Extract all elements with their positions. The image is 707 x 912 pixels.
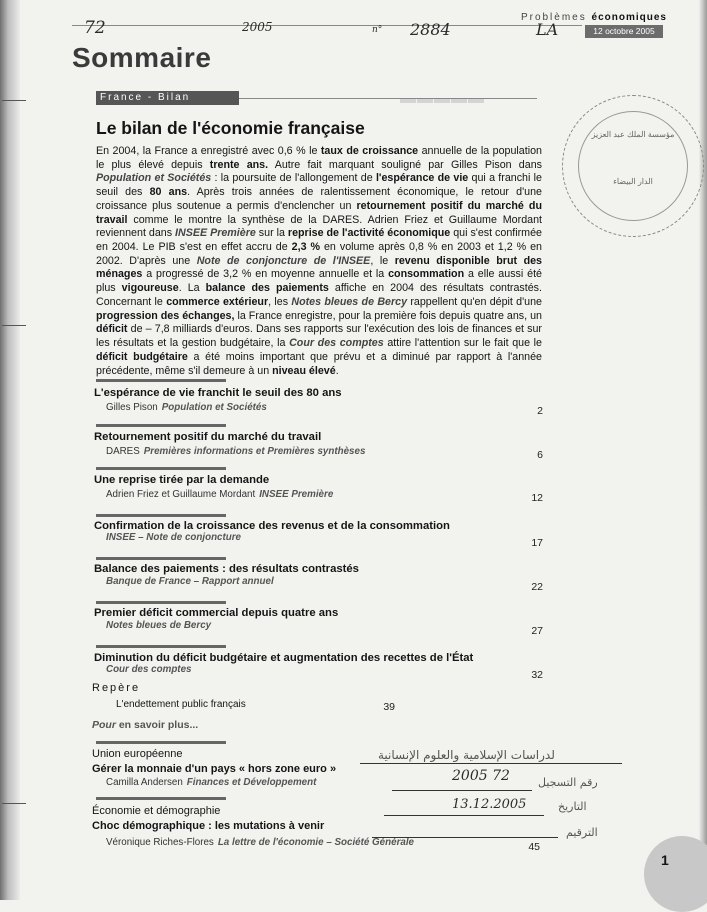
intro-text: a été moins important que prévu et a diminué par rapport à l'année précédente, même s'il demeure à un [96, 350, 543, 377]
intro-text: affiche en 2004 des résultats contrastés. Concernant le [96, 282, 543, 308]
issue-date: 12 octobre 2005 [585, 25, 663, 38]
page-number-tab [644, 836, 707, 912]
repere-label: Repère [92, 682, 141, 694]
further-source [106, 777, 316, 788]
bleed-through-text: ▬▬▬▬▬ [400, 90, 485, 107]
header-rule [72, 25, 582, 26]
section-rule [239, 98, 537, 99]
registration-date: 13.12.2005 [452, 797, 527, 812]
registration-label: رقم التسجيل [538, 776, 598, 789]
intro-emphasis: progression des échanges, [96, 309, 235, 322]
intro-publication: Note de conjoncture de l'INSEE [196, 254, 371, 267]
stamp-ring-text: مؤسسة الملك عبد العزيز [591, 130, 675, 139]
intro-emphasis: taux de croissance [320, 145, 419, 157]
article-title[interactable]: L'espérance de vie franchit le seuil des 80 ans [94, 387, 342, 399]
article-publication: Notes bleues de Bercy [106, 620, 212, 631]
intro-text: attire l'attention sur le fait que le [383, 337, 542, 350]
intro-emphasis: commerce extérieur [166, 295, 269, 308]
further-title[interactable]: Choc démographique : les mutations à venir [92, 820, 325, 832]
margin-mark [2, 100, 26, 101]
intro-text: . [335, 364, 339, 377]
page-number: 1 [661, 852, 669, 868]
article-author: Adrien Friez et Guillaume Mordant [106, 489, 256, 500]
code-label: الترقيم [566, 826, 598, 839]
intro-emphasis: 2,3 % [291, 241, 321, 254]
article-source [106, 446, 365, 457]
article-page: 2 [537, 405, 543, 417]
article-page: 12 [531, 492, 543, 504]
article-author: DARES [106, 446, 140, 457]
intro-emphasis: revenu disponible brut des ménages [96, 254, 542, 281]
handwritten-number: 72 [84, 18, 106, 38]
intro-text: : la poursuite de l'allongement de [211, 172, 376, 185]
section-heading: Le bilan de l'économie française [96, 118, 365, 138]
repere-page: 39 [383, 701, 395, 713]
stamp-underline [360, 763, 622, 764]
article-page: 17 [531, 537, 543, 549]
intro-emphasis: déficit budgétaire [96, 350, 188, 363]
page-title: Sommaire [72, 42, 212, 73]
intro-text: annuelle de la population le plus élevé depuis [96, 145, 542, 171]
intro-text: la France enregistre, pour la première fois depuis quatre ans, un [234, 309, 543, 322]
article-source [106, 532, 241, 543]
intro-emphasis: consommation [388, 268, 465, 281]
intro-text: , les [268, 295, 292, 308]
further-publication: La lettre de l'économie – Société Générale [217, 837, 414, 848]
article-author: Gilles Pison [106, 402, 158, 413]
intro-text: . La [178, 282, 206, 295]
further-title[interactable]: Gérer la monnaie d'un pays « hors zone euro » [92, 763, 337, 775]
section-label: France - Bilan [96, 91, 239, 105]
article-source [106, 402, 267, 413]
publication-prefix: Problèmes [520, 12, 587, 23]
article-source [106, 664, 191, 675]
article-page: 27 [531, 625, 543, 637]
article-publication: INSEE – Note de conjoncture [106, 532, 242, 543]
stamp-city-text: الدار البيضاء [613, 177, 653, 186]
article-publication: Premières informations et Premières synthèses [143, 446, 366, 457]
stamp-underline [384, 815, 544, 816]
intro-emphasis: balance des paiements [205, 282, 329, 295]
article-publication: Banque de France – Rapport annuel [106, 576, 274, 587]
intro-text: comme le montre la synthèse de la DARES. Adrien Friez et Guillaume Mordant reviennent dans [96, 213, 542, 240]
publication-main: économiques [591, 12, 667, 23]
separator [96, 601, 226, 604]
intro-emphasis: niveau élevé [272, 364, 336, 377]
intro-text: rappellent qu'en dépit d'une [407, 295, 543, 308]
article-title[interactable]: Diminution du déficit budgétaire et augmentation des recettes de l'État [94, 652, 474, 664]
separator [96, 797, 226, 800]
handwritten-year: 2005 [242, 20, 273, 34]
handwritten-initials: LA [536, 20, 559, 39]
further-source [106, 837, 414, 848]
intro-text: qui s'est confirmée en 2004. Le PIB s'est en effet accru de [96, 227, 542, 254]
article-publication: INSEE Première [259, 489, 334, 500]
article-page: 6 [537, 449, 543, 461]
intro-text: a progressé de 3,2 % en moyenne annuelle et la [142, 268, 389, 281]
further-author: Véronique Riches-Flores [106, 837, 214, 848]
intro-text: a elle aussi été plus [96, 268, 542, 295]
intro-emphasis: retournement positif du marché du travail [96, 199, 542, 226]
further-reading-pour: Pour [92, 719, 116, 731]
intro-text: . Après trois années de ralentissement économique, le retour d'une croissance plus soutenue a permis d'enclencher un [96, 186, 542, 212]
intro-publication: INSEE Première [175, 227, 256, 240]
intro-text: En 2004, la France a enregistré avec 0,6 % le [96, 145, 321, 157]
intro-text: Autre fait marquant souligné par Gilles Pison dans [268, 158, 542, 171]
article-publication: Cour des comptes [106, 664, 192, 675]
intro-text: , le [370, 254, 395, 267]
separator [96, 424, 226, 427]
further-page: 45 [528, 841, 540, 853]
intro-emphasis: reprise de l'activité économique [287, 227, 451, 240]
intro-emphasis: vigoureuse [121, 282, 179, 295]
margin-mark [2, 803, 26, 804]
handwritten-no-label: n° [372, 25, 383, 35]
intro-publication: Population et Sociétés [96, 172, 212, 185]
intro-text: de – 7,8 milliards d'euros. Dans ses rapports sur l'exécution des lois de finances et sur les résultats et la gestion budgétaire, la [96, 323, 542, 350]
stamp-underline [392, 790, 532, 791]
article-page: 32 [531, 669, 543, 681]
intro-text: qui a franchi le seuil des [96, 172, 542, 199]
repere-item[interactable]: L'endettement public français [116, 699, 246, 710]
intro-publication: Notes bleues de Bercy [291, 295, 408, 308]
separator [96, 514, 226, 517]
scan-edge-left [0, 0, 20, 900]
separator [96, 467, 226, 470]
separator [96, 379, 226, 382]
intro-emphasis: déficit [96, 323, 128, 336]
article-page: 22 [531, 581, 543, 593]
further-reading-rest: en savoir plus... [115, 719, 199, 731]
article-title[interactable]: Une reprise tirée par la demande [94, 474, 270, 486]
intro-emphasis: trente ans. [209, 158, 269, 171]
handwritten-issue: 2884 [410, 20, 451, 39]
further-category: Union européenne [92, 748, 183, 760]
further-reading-heading [92, 719, 198, 731]
separator [96, 645, 226, 648]
article-source [106, 576, 274, 587]
intro-text: en volume après 0,8 % en 2003 et 1,2 % en 2002. D'après une [96, 241, 542, 267]
registration-number: 2005 72 [452, 768, 510, 784]
intro-emphasis: l'espérance de vie [375, 172, 469, 185]
separator [96, 557, 226, 560]
scan-edge-right [699, 0, 707, 900]
further-category: Économie et démographie [92, 805, 221, 817]
article-publication: Population et Sociétés [161, 402, 267, 413]
article-title[interactable]: Retournement positif du marché du travail [94, 431, 322, 443]
separator [96, 741, 226, 744]
article-title[interactable]: Balance des paiements : des résultats contrastés [94, 563, 359, 575]
stamp-text [588, 130, 678, 186]
intro-emphasis: 80 ans [149, 186, 188, 199]
further-author: Camilla Andersen [106, 777, 183, 788]
further-publication: Finances et Développement [186, 777, 317, 788]
intro-paragraph [96, 145, 542, 378]
article-title[interactable]: Confirmation de la croissance des revenus et de la consommation [94, 520, 450, 532]
article-title[interactable]: Premier déficit commercial depuis quatre ans [94, 607, 339, 619]
article-source [106, 620, 211, 631]
registration-stamp-line: لدراسات الإسلامية والعلوم الإنسانية [378, 748, 555, 762]
intro-publication: Cour des comptes [289, 337, 384, 350]
date-label: التاريخ [558, 800, 587, 813]
stamp-underline [372, 837, 558, 838]
article-source [106, 489, 333, 500]
intro-text: sur la [255, 227, 288, 240]
margin-mark [2, 325, 26, 326]
